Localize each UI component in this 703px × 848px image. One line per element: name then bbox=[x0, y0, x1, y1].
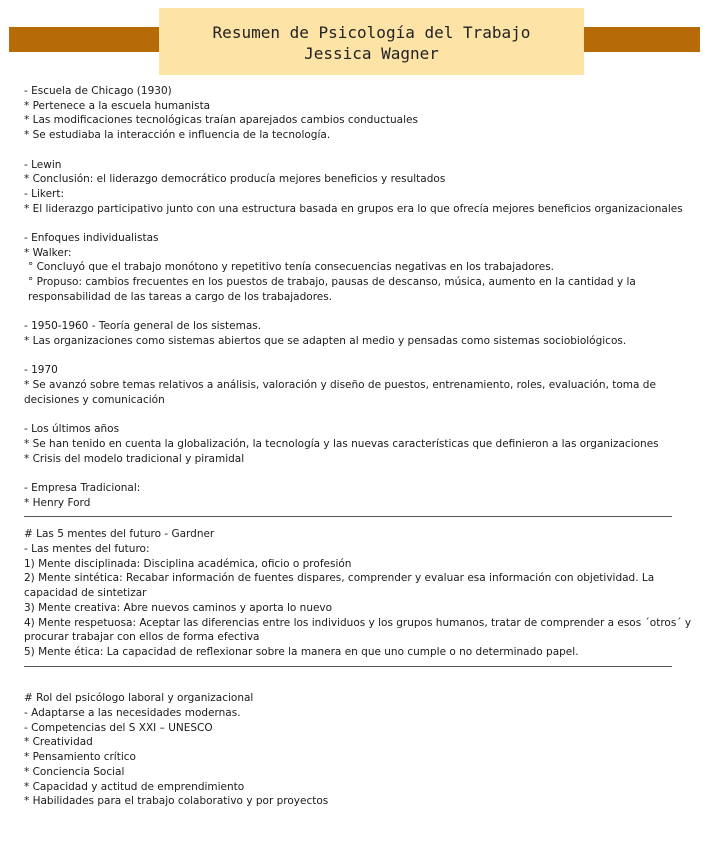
text-line: # Rol del psicólogo laboral y organizacional bbox=[24, 692, 254, 705]
text-line: * Conclusión: el liderazgo democrático producía mejores beneficios y resultados bbox=[24, 173, 446, 186]
text-line: - Enfoques individualistas bbox=[24, 232, 159, 244]
text-line: - Las mentes del futuro: bbox=[24, 543, 150, 555]
text-line: ° Propuso: cambios frecuentes en los puestos de trabajo, pausas de descanso, música, aumento en la cantidad y la responsabilidad de las tareas a cargo de los trabajadores. bbox=[28, 276, 636, 303]
header-accent-bar-right bbox=[584, 27, 700, 52]
text-line: * Crisis del modelo tradicional y piramidal bbox=[24, 452, 245, 465]
text-line: * Henry Ford bbox=[24, 496, 91, 509]
text-line: * Creatividad bbox=[24, 736, 93, 749]
text-line: * Habilidades para el trabajo colaborativo y por proyectos bbox=[24, 795, 329, 808]
text-line: * Se avanzó sobre temas relativos a análisis, valoración y diseño de puestos, entrenamiento, roles, evaluación, toma de decisiones y comunicación bbox=[24, 379, 656, 406]
text-line: * El liderazgo participativo junto con una estructura basada en grupos era lo que ofrecía mejores beneficios organizacionales bbox=[24, 202, 683, 215]
text-line: - Escuela de Chicago (1930) bbox=[24, 85, 172, 97]
text-line: 3) Mente creativa: Abre nuevos caminos y aporta lo nuevo bbox=[24, 601, 333, 614]
text-line: * Se han tenido en cuenta la globalización, la tecnología y las nuevas características que definieron a las organizaciones bbox=[24, 437, 659, 450]
header-accent-bar-left bbox=[9, 27, 159, 52]
text-line: - Empresa Tradicional: bbox=[24, 481, 141, 494]
text-line: 1) Mente disciplinada: Disciplina académica, oficio o profesión bbox=[24, 557, 352, 570]
text-line: * Pertenece a la escuela humanista bbox=[24, 99, 211, 112]
text-line: - Likert: bbox=[24, 187, 65, 200]
text-line: - Adaptarse a las necesidades modernas. bbox=[24, 707, 241, 720]
text-line: - 1950-1960 - Teoría general de los sistemas. bbox=[24, 320, 262, 333]
text-line: * Pensamiento crítico bbox=[24, 751, 136, 764]
text-line: 5) Mente ética: La capacidad de reflexionar sobre la manera en que uno cumple o no determinado papel. bbox=[24, 645, 579, 658]
text-line: 4) Mente respetuosa: Aceptar las diferencias entre los individuos y los grupos humanos, tratar de comprender a esos ´otros´ y procurar trabajar con ellos de forma efectiva bbox=[24, 616, 692, 644]
text-line: - 1970 bbox=[24, 364, 58, 377]
text-line: - Competencias del S XXI – UNESCO bbox=[24, 721, 213, 734]
text-line: - Lewin bbox=[24, 158, 62, 171]
text-line: * Las modificaciones tecnológicas traían aparejados cambios conductuales bbox=[24, 114, 418, 127]
text-line: * Las organizaciones como sistemas abiertos que se adapten al medio y pensadas como sistemas sociobiológicos. bbox=[24, 334, 627, 347]
title-box bbox=[159, 8, 584, 75]
section-divider bbox=[24, 666, 672, 667]
document-body bbox=[24, 84, 700, 809]
text-line: # Las 5 mentes del futuro - Gardner bbox=[24, 528, 215, 541]
text-line: 2) Mente sintética: Recabar información de fuentes dispares, comprender y evaluar esa información con objetividad. La capacidad de sintetizar bbox=[24, 572, 655, 600]
document-author: Jessica Wagner bbox=[304, 44, 439, 63]
text-line: * Se estudiaba la interacción e influencia de la tecnología. bbox=[24, 129, 331, 142]
text-line: ° Concluyó que el trabajo monótono y repetitivo tenía consecuencias negativas en los trabajadores. bbox=[28, 261, 554, 274]
text-line: - Los últimos años bbox=[24, 423, 120, 436]
document-title: Resumen de Psicología del Trabajo bbox=[212, 23, 531, 42]
text-line: * Conciencia Social bbox=[24, 765, 125, 778]
text-line: * Capacidad y actitud de emprendimiento bbox=[24, 780, 245, 793]
text-line: * Walker: bbox=[24, 246, 72, 259]
section-divider bbox=[24, 516, 672, 517]
